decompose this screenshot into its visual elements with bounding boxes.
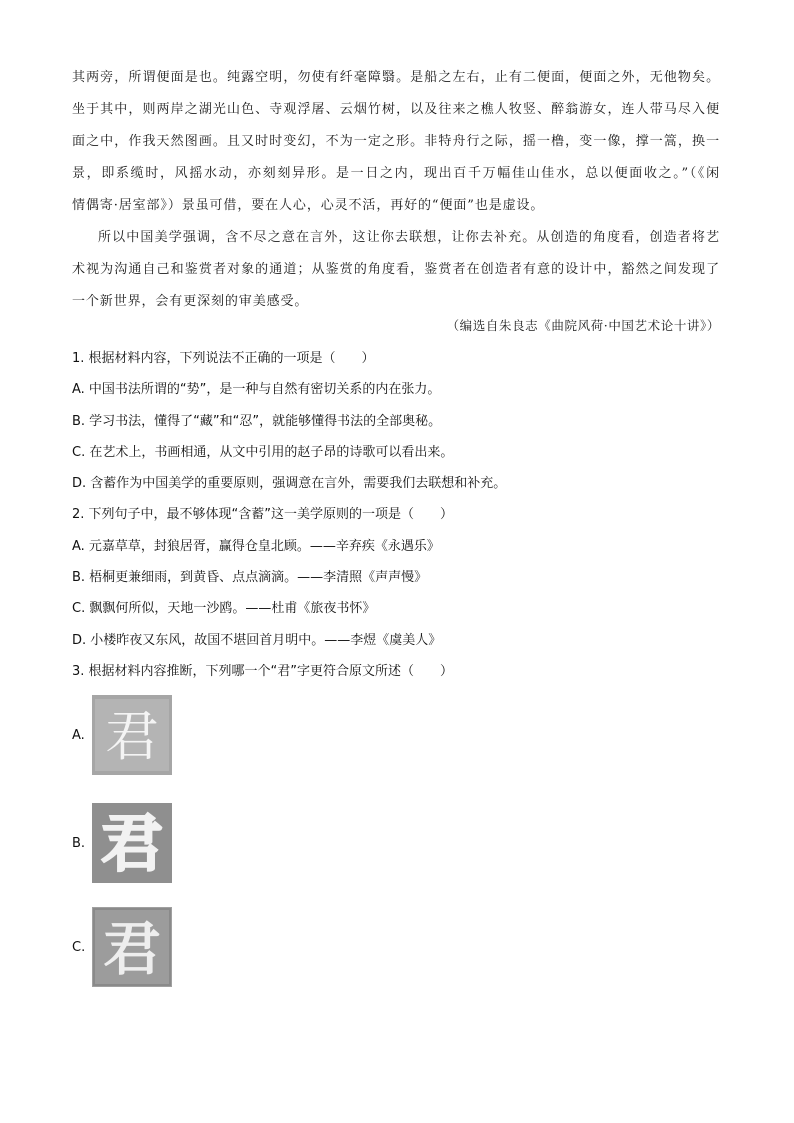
calligraphy-image-b — [92, 803, 172, 883]
calligraphy-image-c — [92, 907, 172, 987]
calligraphy-image-a — [92, 695, 172, 775]
question-1-option-c[interactable]: C. 在艺术上，书画相通，从文中引用的赵子昂的诗歌可以看出来。 — [72, 444, 454, 460]
question-2-option-a[interactable]: A. 元嘉草草，封狼居胥，赢得仓皇北顾。——辛弃疾《永遇乐》 — [72, 538, 440, 554]
calligraphy-glyph-svg — [92, 695, 172, 775]
glyph-text: 君 — [102, 915, 162, 983]
question-1-stem: 1. 根据材料内容，下列说法不正确的一项是（ ） — [72, 351, 375, 366]
reading-passage — [72, 62, 720, 318]
calligraphy-glyph-svg — [92, 907, 172, 987]
question-1-option-a[interactable]: A. 中国书法所谓的“势”，是一种与自然有密切关系的内在张力。 — [72, 382, 441, 398]
passage-line: 情偶寄·居室部》）景虽可借，要在人心，心灵不活，再好的“便面”也是虚设。 — [72, 198, 545, 213]
question-list — [72, 343, 732, 687]
question-3-option-c[interactable] — [72, 907, 172, 987]
question-2-stem: 2. 下列句子中，最不够体现“含蓄”这一美学原则的一项是（ ） — [72, 507, 454, 523]
question-3-option-a[interactable] — [72, 695, 172, 775]
option-letter: C. — [72, 939, 86, 955]
question-3-stem: 3. 根据材料内容推断，下列哪一个“君”字更符合原文所述（ ） — [72, 663, 454, 679]
question-2-option-d[interactable]: D. 小楼昨夜又东风，故国不堪回首月明中。——李煜《虞美人》 — [72, 632, 442, 648]
passage-line: 坐于其中，则两岸之湖光山色、寺观浮屠、云烟竹树，以及往来之樵人牧竖、醉翁游女，连人带马尽入便 — [72, 102, 720, 117]
passage-line: 一个新世界，会有更深刻的审美感受。 — [72, 294, 309, 309]
question-3-option-b[interactable] — [72, 803, 172, 883]
option-letter: B. — [72, 835, 86, 851]
passage-line: 景，即系缆时，风摇水动，亦刻刻异形。是一日之内，现出百千万幅佳山佳水，总以便面收之。”（《闲 — [72, 166, 720, 181]
question-1-option-b[interactable]: B. 学习书法，懂得了“藏”和“忍”，就能够懂得书法的全部奥秘。 — [72, 413, 442, 429]
passage-line: 其两旁，所谓便面是也。纯露空明，勿使有纤毫障翳。是船之左右，止有二便面，便面之外，无他物矣。 — [72, 70, 720, 85]
calligraphy-glyph-svg — [92, 803, 172, 883]
glyph-text: 君 — [105, 705, 159, 768]
passage-line: 面之中，作我天然图画。且又时时变幻，不为一定之形。非特舟行之际，摇一橹，变一像，撑一篙，换一 — [72, 134, 720, 149]
passage-line: 所以中国美学强调，含不尽之意在言外，这让你去联想，让你去补充。从创造的角度看，创造者将艺 — [98, 230, 720, 245]
question-2-option-b[interactable]: B. 梧桐更兼细雨，到黄昏、点点滴滴。——李清照《声声慢》 — [72, 570, 428, 586]
passage-line: 术视为沟通自己和鉴赏者对象的通道；从鉴赏的角度看，鉴赏者在创造者有意的设计中，豁然之间发现了 — [72, 262, 720, 277]
passage-source: （编选自朱良志《曲院风荷·中国艺术论十讲》） — [446, 318, 720, 333]
question-2-option-c[interactable]: C. 飘飘何所似，天地一沙鸥。——杜甫《旅夜书怀》 — [72, 601, 376, 617]
glyph-text: 君 — [100, 807, 164, 880]
question-1-option-d[interactable]: D. 含蓄作为中国美学的重要原则，强调意在言外，需要我们去联想和补充。 — [72, 476, 507, 492]
option-letter: A. — [72, 727, 85, 743]
